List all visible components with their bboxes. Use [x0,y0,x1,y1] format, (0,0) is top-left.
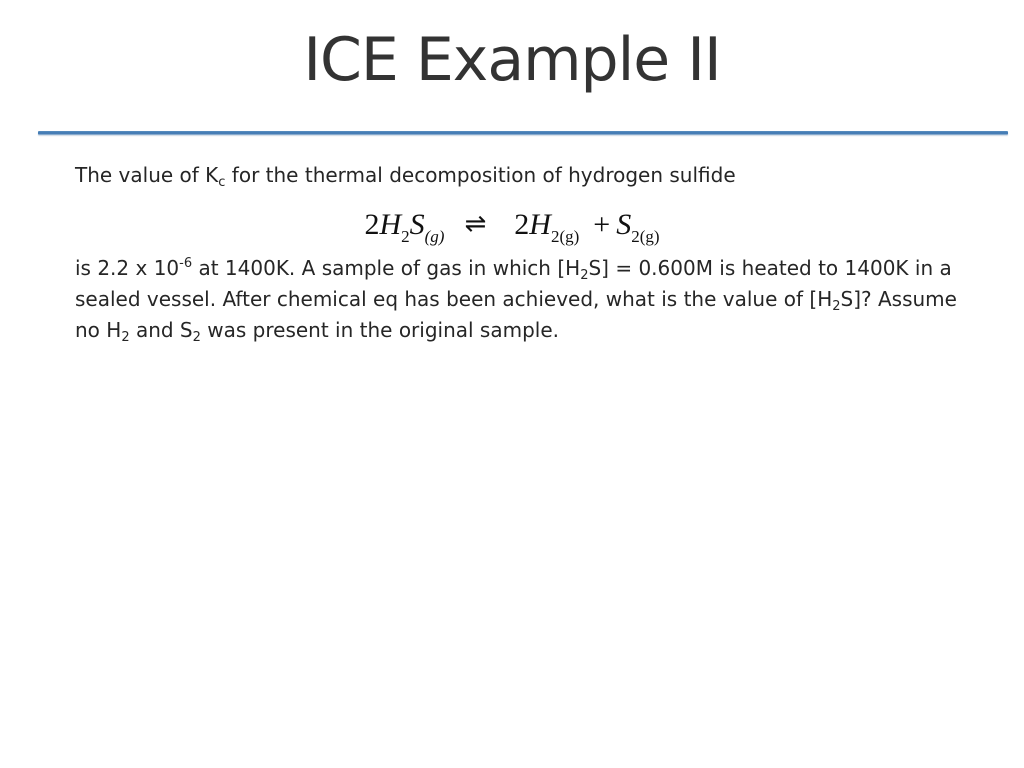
slide-body [75,160,975,191]
equilibrium-arrow-icon: ⇌ [464,209,487,239]
problem-paragraph-container [75,253,975,346]
product-sulfur-subscript: 2(g) [631,227,660,246]
reactant-sulfur: S [409,208,425,241]
product-sulfur: S [616,208,632,241]
reaction-equation [0,203,1024,251]
intro-text-2: for the thermal decomposition of hydrogen sulfide [225,163,736,187]
slide-title: ICE Example II [303,25,721,95]
kc-subscript: c [218,175,226,190]
intro-sentence [75,160,975,191]
problem-paragraph [75,253,975,346]
h2s-subscript-1: 2 [580,268,589,283]
intro-text-1: The value of K [75,163,219,187]
reactant-state: (g) [424,227,445,246]
h2s-subscript-2: 2 [832,299,841,314]
problem-text-4: S]? Assume no H [75,287,957,342]
title-divider [38,131,1008,135]
reactant-hydrogen-subscript: 2 [401,227,410,246]
problem-text-1: is 2.2 x 10 [75,256,180,280]
problem-text-5: and S [129,318,193,342]
problem-text-3: S] = 0.600M is heated to 1400K in a sealed vessel. After chemical eq has been achieved, what is the value of [H [75,256,952,311]
reactant-hydrogen: H [379,208,402,241]
plus-sign: + [593,208,611,241]
product-hydrogen: H [529,208,551,241]
problem-text-6: was present in the original sample. [200,318,560,342]
problem-text-2: at 1400K. A sample of gas in which [H [192,256,581,280]
product-hydrogen-subscript: 2(g) [550,227,580,246]
s2-subscript: 2 [192,330,201,345]
product-hydrogen-coefficient: 2 [514,208,530,241]
exponent: -6 [179,256,193,271]
h2-subscript: 2 [121,330,130,345]
reactant-coefficient: 2 [364,208,380,241]
